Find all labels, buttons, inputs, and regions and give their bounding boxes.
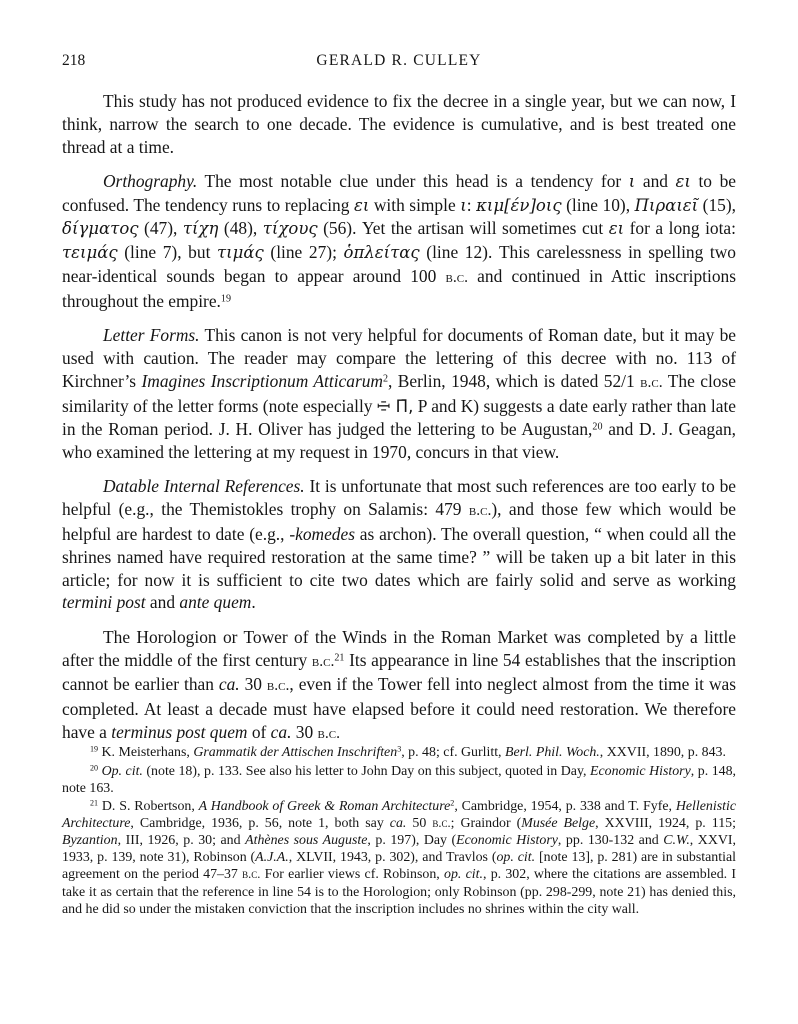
paragraph-orthography: [62, 170, 736, 313]
text-run: of: [247, 721, 271, 742]
text-run: K. Meisterhans,: [98, 745, 194, 760]
latin-term: ante quem: [179, 592, 252, 613]
greek-word: δίγματος: [62, 219, 139, 239]
greek-ei: ει: [675, 171, 691, 191]
text-run: , III, 1926, p. 30; and: [117, 833, 246, 849]
footnote-number: 20: [90, 763, 99, 773]
greek-ei: ει: [608, 219, 625, 239]
text-run: D. S. Robertson,: [98, 798, 199, 814]
era-abbrev: b.c.: [432, 815, 451, 830]
greek-iota: ι: [628, 171, 636, 191]
journal-title: C.W.: [663, 833, 690, 849]
footnote-ref-19[interactable]: 19: [220, 293, 231, 305]
text-run: It is unfortunate that most such references are too early to be helpful (e.g., the Themistokles trophy on Salamis: 479: [62, 476, 736, 520]
text-run: 30: [291, 721, 318, 742]
text-run: (56). Yet the artisan will sometimes cut: [317, 218, 609, 239]
journal-title: Byzantion: [62, 833, 118, 849]
text-run: The Horologion or Tower of the Winds in the Roman Market was completed by a little after the middle of the first century: [62, 626, 736, 670]
edition-mark: 2: [450, 798, 455, 808]
text-run: and: [145, 592, 180, 613]
letter-form-glyph: Π̄,: [395, 396, 414, 416]
text-run: This canon is not very helpful for documents of Roman date, but it may be used with caution. The reader may compare the lettering of this decree with no. 113 of Kirchner’s: [62, 325, 736, 391]
edition-mark: 2: [382, 373, 389, 385]
footnote-19: [62, 744, 736, 761]
book-title: A Handbook of Greek & Roman Architecture: [198, 798, 451, 814]
book-title: Imagines Inscriptionum Atticarum: [141, 370, 383, 391]
latin-abbrev: op. cit.: [444, 867, 483, 883]
text-run: (47),: [138, 218, 183, 239]
footnote-ref-20[interactable]: 20: [592, 421, 603, 433]
book-title: Hellenistic Architecture: [62, 798, 736, 831]
text-run: , pp. 130-132 and: [557, 833, 664, 849]
text-run: .: [251, 592, 256, 613]
text-run: 50: [406, 815, 433, 831]
footnote-number: 21: [90, 798, 99, 808]
footnotes: [62, 744, 736, 918]
text-run: and continued in Attic inscriptions throughout the empire.: [62, 266, 737, 311]
latin-abbrev: Op. cit.: [101, 764, 143, 780]
journal-title: Berl. Phil. Woch.: [505, 745, 600, 760]
section-heading-internal-references: Datable Internal References.: [103, 476, 305, 497]
text-run: , p. 302, where the citations are assembled. I take it as certain that the reference in line 54 is to the Horologion; only Robinson (pp. 298-299, note 21) has denied this, and he did so under the mistaken conviction that the inscription includes no shrines within the city wall.: [62, 867, 736, 917]
journal-title: A.J.A.: [255, 850, 289, 866]
greek-word: τιμάς: [217, 243, 264, 263]
text-run: , XLVII, 1943, p. 302), and Travlos (: [288, 850, 497, 866]
era-abbrev: b.c.: [266, 677, 290, 695]
text-run: and: [635, 170, 676, 191]
text-run: P and K) suggests a date early rather than late in the Roman period. J. H. Oliver has judged the lettering to be Augustan,: [62, 395, 736, 440]
footnote-ref-21[interactable]: 21: [334, 651, 345, 663]
latin-abbrev: ca.: [270, 721, 292, 742]
text-run: (note 18), p. 133. See also his letter to John Day on this subject, quoted in Day,: [142, 764, 591, 780]
text-run: 30: [239, 674, 267, 695]
book-title: Athènes sous Auguste: [245, 833, 368, 849]
running-head: GERALD R. CULLEY: [316, 52, 482, 69]
latin-abbrev: op. cit.: [496, 850, 536, 866]
text-run: , even if the Tower fell into neglect almost from the time it was completed. At least a decade must have elapsed before it could need restoration. We therefore have a: [62, 674, 736, 742]
edition-mark: 3: [397, 744, 402, 754]
letter-form-glyph: ꟷ̱̄: [376, 396, 396, 416]
text-run: (line 12). This carelessness in spelling two near-identical sounds began to appear around 100: [62, 242, 736, 287]
section-heading-letter-forms: Letter Forms.: [103, 325, 200, 346]
latin-abbrev: ca.: [218, 674, 240, 695]
latin-abbrev: ca.: [389, 815, 407, 831]
text-run: (line 27);: [263, 242, 344, 263]
greek-word: ὁπλείτας: [343, 243, 420, 263]
text-run: [note 13], p. 281) are in substantial agreement on the period 47–37: [62, 850, 736, 883]
paragraph-internal-references: [62, 475, 736, 614]
text-run: (line 7), but: [117, 242, 218, 263]
latin-term: terminus post quem: [111, 721, 248, 742]
era-abbrev: b.c.: [468, 502, 492, 520]
text-run: , XXVI, 1933, p. 139, note 31), Robinson (: [62, 833, 737, 866]
text-run: The close similarity of the letter forms (note especially: [62, 370, 736, 416]
paragraph-intro: This study has not produced evidence to fix the decree in a single year, but we can now, I think, narrow the search to one decade. The evidence is cumulative, and is best treated one thread at a time.: [62, 91, 736, 157]
era-abbrev: b.c.: [311, 652, 335, 670]
text-run: , Berlin, 1948, which is dated 52/1: [388, 370, 641, 391]
book-title: Economic History: [590, 764, 691, 780]
paragraph-horologion: [62, 626, 736, 746]
text-run: as archon). The overall question, “ when could all the shrines named have required restoration at the same time? ” will be taken up a bit later in this article; for now it is sufficient to cite two dates which are fairly solid and serve as working: [62, 524, 736, 590]
footnote-20: [62, 763, 736, 797]
text-run: , p. 148, note 163.: [62, 764, 737, 797]
archon-name: -komedes: [289, 524, 355, 545]
book-title: Economic History: [456, 833, 558, 849]
text-run: The most notable clue under this head is a tendency for: [197, 170, 629, 191]
greek-word: τίχους: [262, 219, 318, 239]
text-run: ), and those few which would be helpful are hardest to date (e.g.,: [62, 499, 736, 545]
text-run: , XXVII, 1890, p. 843.: [599, 745, 726, 760]
paragraph-letter-forms: [62, 324, 736, 464]
greek-word: κιμ[έν]οις: [476, 195, 562, 215]
footnote-number: 19: [90, 744, 99, 754]
text-run: , Cambridge, 1954, p. 338 and T. Fyfe,: [454, 798, 676, 814]
book-title: Grammatik der Attischen Inschriften: [193, 745, 398, 760]
text-run: (15),: [698, 194, 736, 215]
journal-title: Musée Belge: [521, 815, 596, 831]
text-run: for a long iota:: [624, 218, 736, 239]
text-run: to be confused. The tendency runs to replacing: [62, 170, 736, 215]
greek-word: Πιραιεῖ: [634, 195, 699, 215]
footnote-21: [62, 798, 736, 918]
text-run: , p. 48; cf. Gurlitt,: [401, 745, 505, 760]
text-run: , Cambridge, 1936, p. 56, note 1, both say: [130, 815, 390, 831]
era-abbrev: b.c.: [640, 373, 663, 391]
era-abbrev: b.c.: [242, 867, 261, 882]
text-run: (line 10),: [561, 194, 635, 215]
text-run: For earlier views cf. Robinson,: [260, 867, 445, 883]
text-run: , XXVIII, 1924, p. 115;: [595, 815, 736, 831]
section-heading-orthography: Orthography.: [103, 170, 198, 191]
era-abbrev: b.c.: [317, 724, 341, 742]
greek-word: τειμάς: [62, 243, 118, 263]
greek-ei: ει: [353, 195, 370, 215]
text-run: and D. J. Geagan, who examined the lettering at my request in 1970, concurs in that view.: [62, 419, 736, 463]
page-number: 218: [62, 52, 86, 69]
greek-iota: ι: [460, 195, 467, 215]
text-run: with simple: [369, 194, 461, 215]
era-abbrev: b.c.: [445, 269, 468, 287]
latin-term: termini post: [62, 592, 146, 613]
page-header: [62, 52, 736, 74]
text-run: :: [466, 194, 477, 215]
greek-word: τίχη: [182, 219, 219, 239]
text-run: ; Graindor (: [450, 815, 522, 831]
text-run: Its appearance in line 54 establishes that the inscription cannot be earlier than: [62, 649, 736, 695]
main-text: [62, 90, 736, 757]
text-run: , p. 197), Day (: [367, 833, 457, 849]
text-run: (48),: [218, 218, 263, 239]
